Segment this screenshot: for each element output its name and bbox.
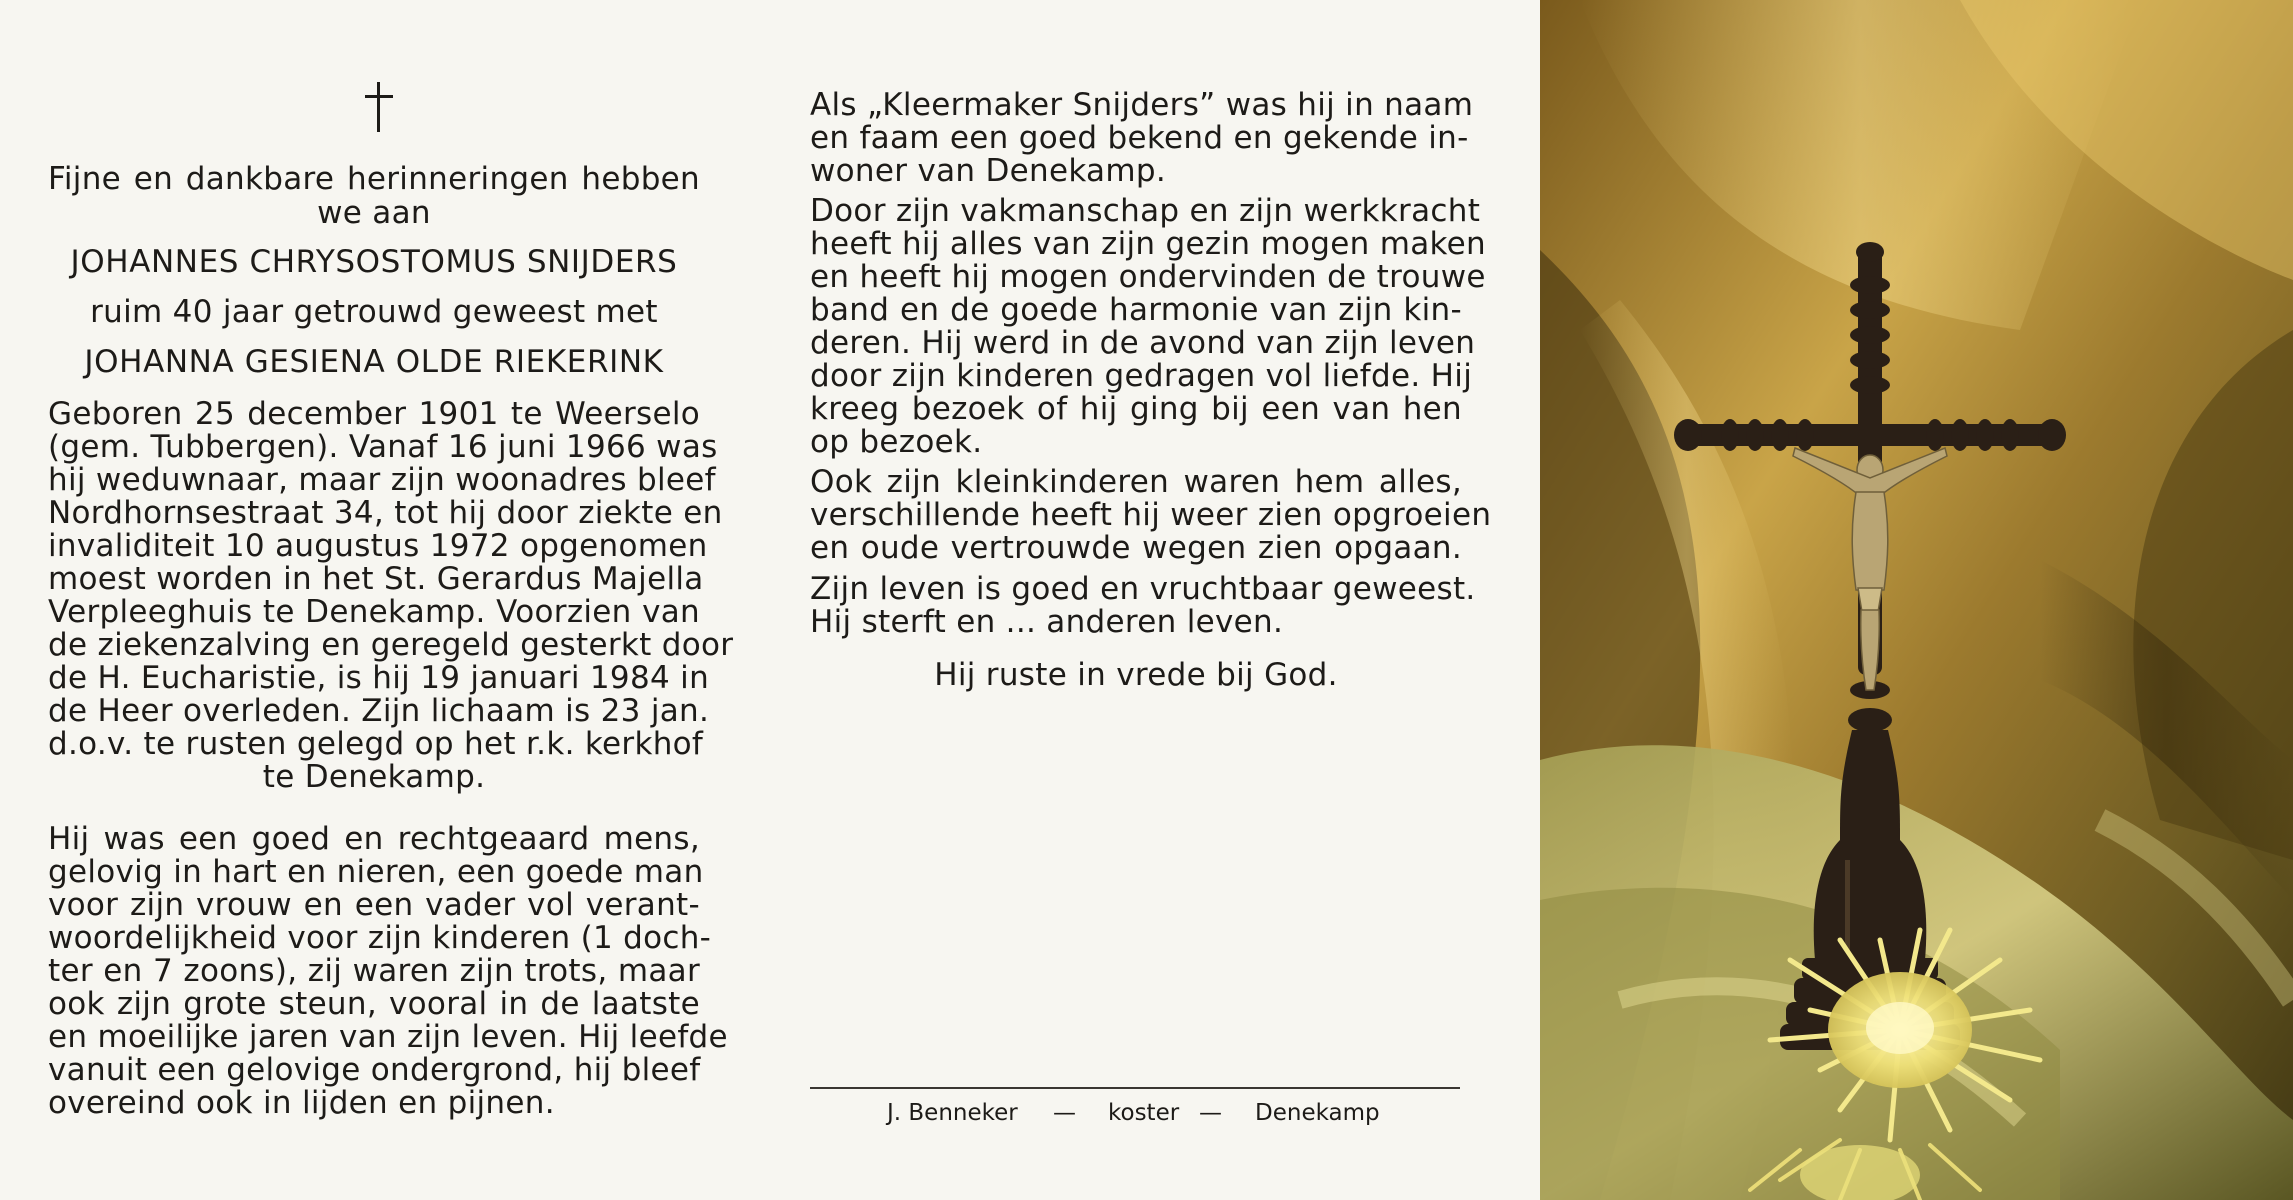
text-line: deren. Hij werd in de avond van zijn leven bbox=[810, 325, 1476, 361]
bio-line: Verpleeghuis te Denekamp. Voorzien van bbox=[48, 594, 700, 630]
closing-prayer: Hij ruste in vrede bij God. bbox=[934, 657, 1338, 693]
married-line: ruim 40 jaar getrouwd geweest met bbox=[90, 294, 658, 330]
character-line: gelovig in hart en nieren, een goede man bbox=[48, 854, 704, 890]
text-line: Door zijn vakmanschap en zijn werkkracht bbox=[810, 193, 1481, 229]
text-line: Ook zijn kleinkinderen waren hem alles, bbox=[810, 464, 1462, 500]
printer-name: J. Benneker bbox=[887, 1100, 1018, 1126]
bio-line: Geboren 25 december 1901 te Weerselo bbox=[48, 396, 700, 432]
character-line: ook zijn grote steun, vooral in de laatste bbox=[48, 986, 700, 1022]
text-line: en faam een goed bekend en gekende in- bbox=[810, 120, 1469, 156]
bio-line: moest worden in het St. Gerardus Majella bbox=[48, 561, 704, 597]
character-line: ter en 7 zoons), zij waren zijn trots, maar bbox=[48, 953, 700, 989]
crucifix-image bbox=[1540, 0, 2293, 1200]
text-line: en oude vertrouwde wegen zien opgaan. bbox=[810, 530, 1462, 566]
text-line: verschillende heeft hij weer zien opgroeien bbox=[810, 497, 1492, 533]
character-line: en moeilijke jaren van zijn leven. Hij leefde bbox=[48, 1019, 728, 1055]
right-text-column bbox=[770, 0, 1540, 1200]
bio-line: (gem. Tubbergen). Vanaf 16 juni 1966 was bbox=[48, 429, 718, 465]
text-line: Zijn leven is goed en vruchtbaar geweest. bbox=[810, 571, 1476, 607]
bio-line: Nordhornsestraat 34, tot hij door ziekte en bbox=[48, 495, 723, 531]
text-line: op bezoek. bbox=[810, 424, 983, 460]
crucifix-photo bbox=[1540, 0, 2293, 1200]
intro-line-1: Fijne en dankbare herinneringen hebben bbox=[48, 161, 700, 197]
text-line: Hij sterft en ... anderen leven. bbox=[810, 604, 1284, 640]
bio-line: d.o.v. te rusten gelegd op het r.k. kerkhof bbox=[48, 726, 704, 762]
footer-dash: — bbox=[1199, 1100, 1222, 1126]
bio-line: hij weduwnaar, maar zijn woonadres bleef bbox=[48, 462, 716, 498]
bio-line: te Denekamp. bbox=[262, 759, 486, 795]
spouse-name: JOHANNA GESIENA OLDE RIEKERINK bbox=[84, 344, 664, 380]
text-line: band en de goede harmonie van zijn kin- bbox=[810, 292, 1462, 328]
bio-line: de ziekenzalving en geregeld gesterkt door bbox=[48, 627, 734, 663]
cross-icon bbox=[362, 82, 396, 132]
text-line: woner van Denekamp. bbox=[810, 153, 1166, 189]
footer-dash: — bbox=[1053, 1100, 1076, 1126]
footer-divider bbox=[810, 1087, 1460, 1089]
text-line: Als „Kleermaker Snijders” was hij in naam bbox=[810, 87, 1474, 123]
character-line: vanuit een gelovige ondergrond, hij bleef bbox=[48, 1052, 701, 1088]
text-line: kreeg bezoek of hij ging bij een van hen bbox=[810, 391, 1462, 427]
bio-line: invaliditeit 10 augustus 1972 opgenomen bbox=[48, 528, 708, 564]
intro-line-2: we aan bbox=[317, 195, 431, 231]
text-line: en heeft hij mogen ondervinden de trouwe bbox=[810, 259, 1486, 295]
text-line: door zijn kinderen gedragen vol liefde. Hij bbox=[810, 358, 1473, 394]
bio-line: de H. Eucharistie, is hij 19 januari 1984 in bbox=[48, 660, 710, 696]
left-column bbox=[0, 0, 770, 1200]
character-line: Hij was een goed en rechtgeaard mens, bbox=[48, 821, 700, 857]
printer-place: Denekamp bbox=[1255, 1100, 1380, 1126]
deceased-name: JOHANNES CHRYSOSTOMUS SNIJDERS bbox=[70, 244, 678, 280]
printer-role: koster bbox=[1108, 1100, 1180, 1126]
character-line: woordelijkheid voor zijn kinderen (1 doch- bbox=[48, 920, 712, 956]
bio-line: de Heer overleden. Zijn lichaam is 23 jan. bbox=[48, 693, 710, 729]
character-line: overeind ook in lijden en pijnen. bbox=[48, 1085, 555, 1121]
character-line: voor zijn vrouw en een vader vol verant- bbox=[48, 887, 700, 923]
text-line: heeft hij alles van zijn gezin mogen maken bbox=[810, 226, 1486, 262]
